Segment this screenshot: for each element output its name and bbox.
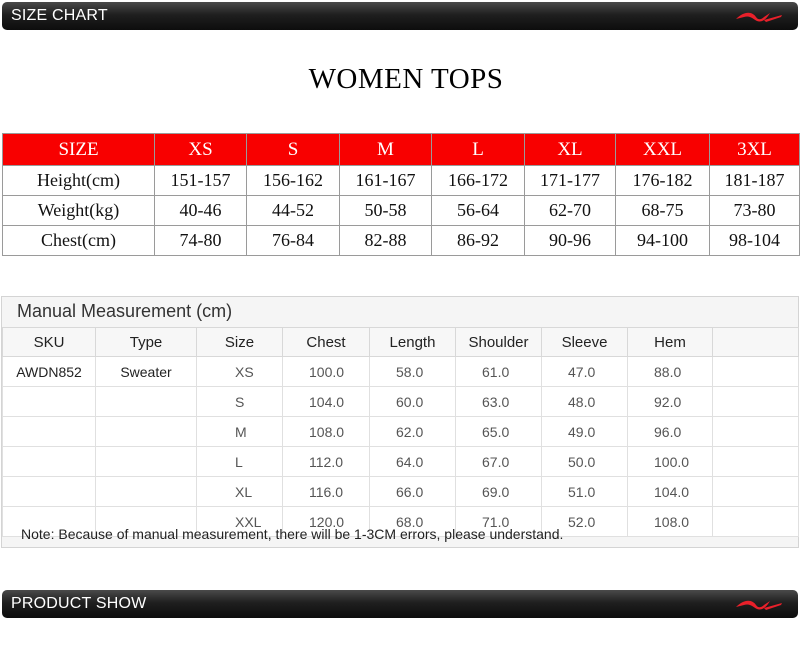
size-table-row [3, 196, 800, 226]
size-chart-header-bar [2, 2, 798, 30]
size-row-label: Weight(kg) [3, 196, 155, 226]
type-cell: Sweater [96, 357, 197, 387]
size-value-cell: 181-187 [710, 166, 800, 196]
product-show-heading: PRODUCT SHOW [11, 595, 147, 612]
hem-cell: 104.0 [628, 477, 713, 507]
chest-cell: 116.0 [283, 477, 370, 507]
size-value-cell: 76-84 [247, 226, 340, 256]
page-title: WOMEN TOPS [308, 63, 504, 95]
size-chart-heading: SIZE CHART [11, 7, 108, 24]
sleeve-cell: 49.0 [542, 417, 628, 447]
size-header-cell: M [340, 134, 432, 166]
length-cell: 60.0 [370, 387, 456, 417]
sleeve-cell: 50.0 [542, 447, 628, 477]
sleeve-cell: 52.0 [542, 507, 628, 537]
size-header-cell: L [432, 134, 525, 166]
size-table-row [3, 226, 800, 256]
chest-cell: 108.0 [283, 417, 370, 447]
hem-cell: 88.0 [628, 357, 713, 387]
measurement-header-cell-empty [713, 328, 799, 357]
type-cell [96, 477, 197, 507]
measurement-header-cell: Hem [628, 328, 713, 357]
measurement-header-row [3, 328, 799, 357]
size-value-cell: 94-100 [616, 226, 710, 256]
measurement-row [3, 387, 799, 417]
size-value-cell: 156-162 [247, 166, 340, 196]
sku-cell: AWDN852 [3, 357, 96, 387]
hem-cell: 92.0 [628, 387, 713, 417]
shoulder-cell: 61.0 [456, 357, 542, 387]
sleeve-cell: 48.0 [542, 387, 628, 417]
length-cell: 66.0 [370, 477, 456, 507]
measurement-header-cell: Type [96, 328, 197, 357]
size-value-cell: 90-96 [525, 226, 616, 256]
length-cell: 68.0 [370, 507, 456, 537]
sku-cell [3, 417, 96, 447]
size-value-cell: 74-80 [155, 226, 247, 256]
size-cell: M [197, 417, 283, 447]
size-value-cell: 171-177 [525, 166, 616, 196]
size-value-cell: 161-167 [340, 166, 432, 196]
type-cell [96, 447, 197, 477]
product-show-header-bar [2, 590, 798, 618]
size-value-cell: 62-70 [525, 196, 616, 226]
chest-cell: 104.0 [283, 387, 370, 417]
brand-swoosh-icon [734, 9, 784, 25]
measurement-header-cell: SKU [3, 328, 96, 357]
measurement-header-cell: Length [370, 328, 456, 357]
chest-cell: 100.0 [283, 357, 370, 387]
empty-cell [713, 417, 799, 447]
length-cell: 58.0 [370, 357, 456, 387]
empty-cell [713, 447, 799, 477]
size-value-cell: 151-157 [155, 166, 247, 196]
size-header-cell: XS [155, 134, 247, 166]
size-value-cell: 73-80 [710, 196, 800, 226]
size-cell: S [197, 387, 283, 417]
measurement-row [3, 447, 799, 477]
sku-cell [3, 477, 96, 507]
shoulder-cell: 69.0 [456, 477, 542, 507]
measurement-header-cell: Sleeve [542, 328, 628, 357]
sleeve-cell: 51.0 [542, 477, 628, 507]
length-cell: 62.0 [370, 417, 456, 447]
size-cell: XXL [197, 507, 283, 537]
size-row-label: Chest(cm) [3, 226, 155, 256]
hem-cell: 96.0 [628, 417, 713, 447]
hem-cell: 108.0 [628, 507, 713, 537]
empty-cell [713, 357, 799, 387]
size-table [2, 133, 800, 256]
measurement-header-cell: Chest [283, 328, 370, 357]
size-header-cell: S [247, 134, 340, 166]
empty-cell [713, 477, 799, 507]
size-value-cell: 40-46 [155, 196, 247, 226]
size-cell: XS [197, 357, 283, 387]
size-header-cell: SIZE [3, 134, 155, 166]
chest-cell: 112.0 [283, 447, 370, 477]
sleeve-cell: 47.0 [542, 357, 628, 387]
size-header-cell: 3XL [710, 134, 800, 166]
size-table-header-row [3, 134, 800, 166]
size-value-cell: 98-104 [710, 226, 800, 256]
measurement-table [2, 327, 799, 537]
size-value-cell: 86-92 [432, 226, 525, 256]
shoulder-cell: 71.0 [456, 507, 542, 537]
hem-cell: 100.0 [628, 447, 713, 477]
empty-cell [713, 507, 799, 537]
size-value-cell: 56-64 [432, 196, 525, 226]
manual-measurement-panel [1, 296, 799, 548]
shoulder-cell: 67.0 [456, 447, 542, 477]
measurement-note: Note: Because of manual measurement, there will be 1-3CM errors, please understand. [21, 526, 564, 542]
empty-cell [713, 387, 799, 417]
chest-cell: 120.0 [283, 507, 370, 537]
sku-cell [3, 387, 96, 417]
shoulder-cell: 63.0 [456, 387, 542, 417]
size-cell: L [197, 447, 283, 477]
size-header-cell: XXL [616, 134, 710, 166]
size-value-cell: 50-58 [340, 196, 432, 226]
size-cell: XL [197, 477, 283, 507]
brand-swoosh-icon [734, 597, 784, 613]
measurement-header-cell: Size [197, 328, 283, 357]
type-cell [96, 417, 197, 447]
size-row-label: Height(cm) [3, 166, 155, 196]
measurement-header-cell: Shoulder [456, 328, 542, 357]
size-value-cell: 82-88 [340, 226, 432, 256]
size-value-cell: 166-172 [432, 166, 525, 196]
size-header-cell: XL [525, 134, 616, 166]
sku-cell [3, 447, 96, 477]
size-table-row [3, 166, 800, 196]
type-cell [96, 387, 197, 417]
size-value-cell: 68-75 [616, 196, 710, 226]
measurement-row [3, 357, 799, 387]
length-cell: 64.0 [370, 447, 456, 477]
size-value-cell: 44-52 [247, 196, 340, 226]
shoulder-cell: 65.0 [456, 417, 542, 447]
measurement-title: Manual Measurement (cm) [17, 301, 233, 321]
measurement-row [3, 417, 799, 447]
size-value-cell: 176-182 [616, 166, 710, 196]
measurement-row [3, 477, 799, 507]
